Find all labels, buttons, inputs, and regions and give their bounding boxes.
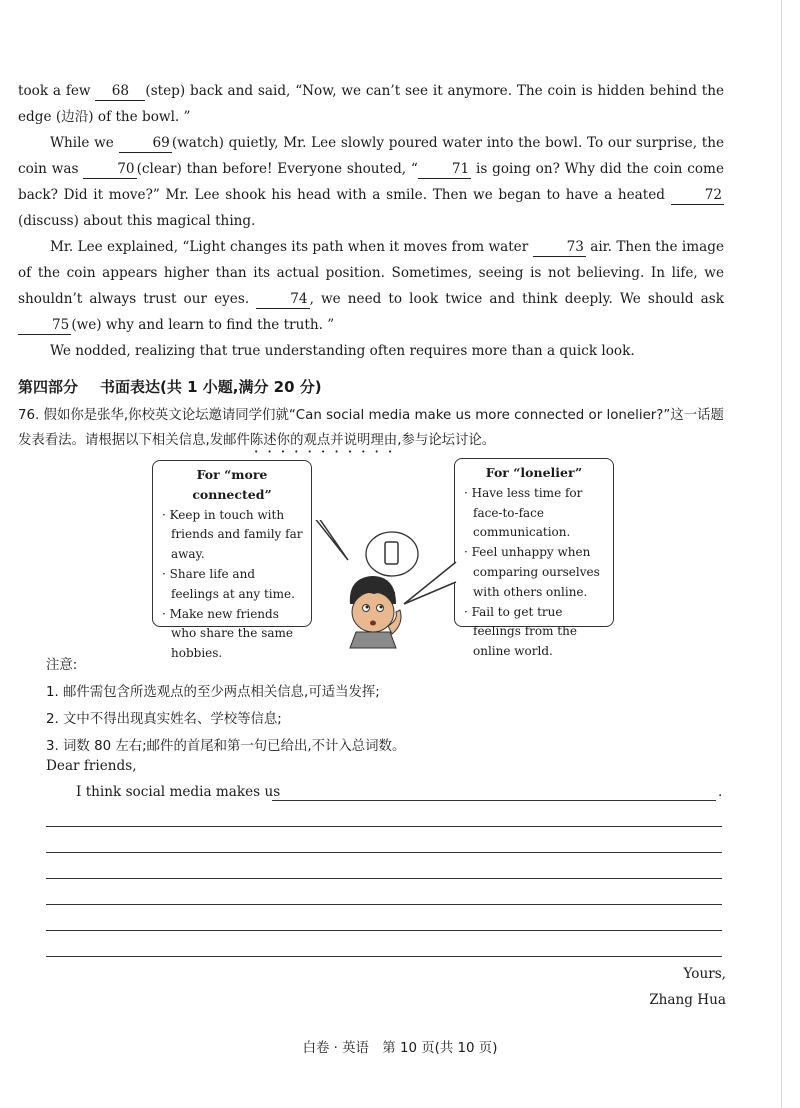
note-item: 3. 词数 80 左右;邮件的首尾和第一句已给出,不计入总词数。	[46, 739, 406, 754]
bubble-item: · Feel unhappy when comparing ourselves with others online.	[461, 543, 607, 602]
text: took a few	[18, 83, 96, 99]
text: is going on? Why did the coin come back? Did it move?” Mr. Lee shook his head with a smile. Then we began to have a heated	[18, 161, 724, 203]
section-part: 第四部分	[18, 378, 79, 396]
blank-75[interactable]: 75	[18, 316, 71, 335]
bubble-item: · Make new friends who share the same hobbies.	[159, 605, 305, 664]
text: While we	[50, 135, 119, 151]
text: (watch) quietly, Mr. Lee slowly poured water into the bowl. To our surprise, the coin was	[18, 135, 724, 177]
page-footer: 白卷 · 英语 第 10 页(共 10 页)	[302, 1041, 498, 1056]
text: (clear) than before! Everyone shouted, “	[136, 161, 418, 177]
blank-74[interactable]: 74	[256, 290, 309, 309]
paragraph-2	[18, 130, 724, 234]
left-bubble-pointer	[310, 520, 348, 560]
answer-line[interactable]	[46, 878, 722, 879]
text: Mr. Lee explained, “Light changes its path when it moves from water	[50, 239, 533, 255]
question-text: 76. 假如你是张华,你校英文论坛邀请同学们就“Can social media make us more connected or lonelier?”这一话题发表看法。请根据以下相关信息,发邮件	[18, 408, 724, 448]
bubble-item: · Have less time for face-to-face communication.	[461, 484, 607, 543]
boy-mouth	[370, 621, 376, 626]
blank-73[interactable]: 73	[533, 238, 586, 257]
text: , we need to look twice and think deeply. We should ask	[309, 291, 725, 307]
text: air. Then the image of the coin appears higher than its actual position. Sometimes, seeing is not believing. In life, we shouldn’t always trust our eyes.	[18, 239, 724, 307]
answer-line[interactable]	[46, 956, 722, 957]
note-item: 1. 邮件需包含所选观点的至少两点相关信息,可适当发挥;	[46, 685, 380, 700]
page-edge	[781, 0, 782, 1108]
text: (discuss) about this magical thing.	[18, 213, 256, 229]
answer-line[interactable]	[272, 800, 716, 801]
paragraph-1	[18, 78, 724, 130]
bubble-lonelier	[454, 458, 614, 659]
bubble-item: · Keep in touch with friends and family far away.	[159, 506, 305, 565]
blank-68[interactable]: 68	[95, 82, 145, 101]
note-item: 2. 文中不得出现真实姓名、学校等信息;	[46, 712, 282, 727]
paragraph-3	[18, 234, 724, 338]
notes	[46, 652, 746, 760]
paragraph-4: We nodded, realizing that true understanding often requires more than a quick look.	[50, 343, 635, 359]
salutation: Dear friends,	[46, 758, 137, 774]
bubble-item: · Fail to get true feelings from the online world.	[461, 603, 607, 662]
bubble-more-connected	[152, 460, 312, 661]
text: (we) why and learn to find the truth. ”	[71, 317, 335, 333]
blank-72[interactable]: 72	[671, 186, 724, 205]
boy-pupil	[380, 606, 383, 609]
boy-shirt	[350, 632, 396, 648]
phone-icon	[385, 542, 398, 564]
bubble-heading: For “lonelier”	[485, 465, 583, 480]
closing: Yours,	[683, 966, 726, 982]
signature: Zhang Hua	[649, 992, 726, 1008]
answer-line[interactable]	[46, 930, 722, 931]
emphasized-text: 陈述你的观点并说明理由	[249, 433, 398, 448]
question-text-end: ,参与论坛讨论。	[397, 433, 496, 448]
section-heading	[18, 376, 322, 397]
notes-title: 注意:	[46, 658, 78, 673]
answer-line[interactable]	[46, 904, 722, 905]
blank-70[interactable]: 70	[83, 160, 136, 179]
answer-line[interactable]	[46, 826, 722, 827]
text: (step) back and said, “Now, we can’t see it anymore. The coin is hidden behind the edge (边沿) of the bowl. ”	[18, 83, 724, 125]
bubble-heading: For “more connected”	[192, 467, 272, 502]
bubble-item: · Share life and feelings at any time.	[159, 565, 305, 605]
question-76	[18, 403, 726, 456]
answer-line[interactable]	[46, 852, 722, 853]
boy-pupil	[366, 606, 369, 609]
section-title: 书面表达(共 1 小题,满分 20 分)	[100, 378, 322, 396]
reading-passage	[18, 78, 724, 364]
thinking-boy-illustration	[300, 520, 470, 650]
opening-period: .	[718, 784, 723, 800]
blank-71[interactable]: 71	[418, 160, 471, 179]
blank-69[interactable]: 69	[119, 134, 172, 153]
opening-sentence: I think social media makes us	[76, 784, 281, 800]
